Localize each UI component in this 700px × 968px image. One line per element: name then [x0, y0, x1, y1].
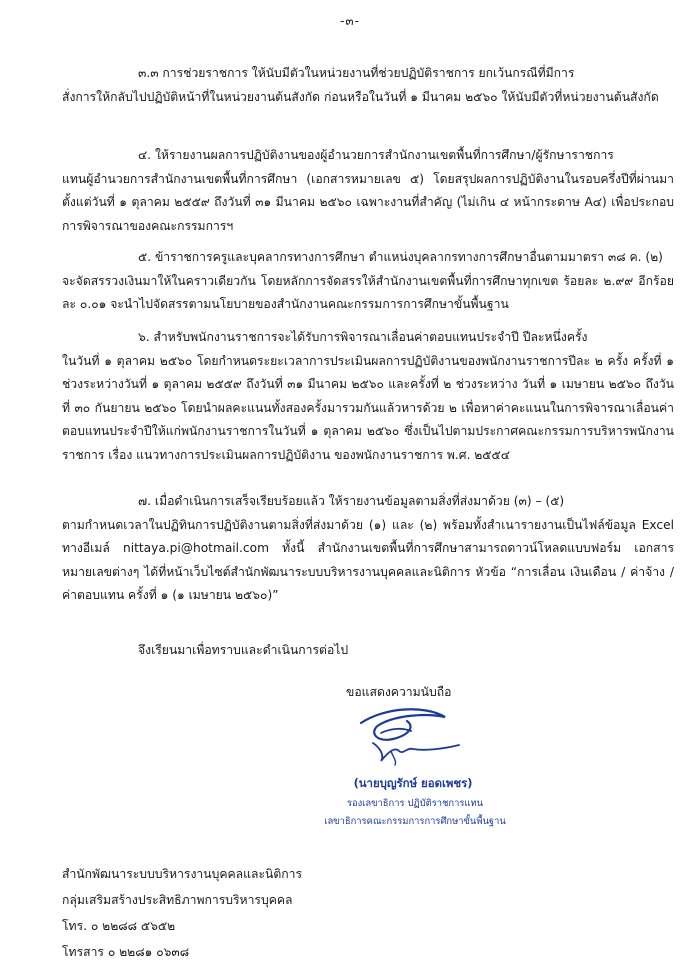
paragraph-7 [62, 490, 674, 608]
page-number: -๓- [340, 14, 360, 28]
closing-statement: จึงเรียนมาเพื่อทราบและดำเนินการต่อไป [138, 643, 349, 657]
signer-name: (นายบุญรักษ์ ยอดเพชร) [353, 776, 473, 790]
paragraph-5 [62, 246, 674, 317]
paragraph-4 [62, 144, 674, 238]
paragraph-first-line: ๖. สำหรับพนักงานราชการจะได้รับการพิจารณาเลื่อนค่าตอบแทนประจำปี ปีละหนึ่งครั้ง [138, 330, 588, 344]
paragraph-body: ในวันที่ ๑ ตุลาคม ๒๕๖๐ โดยกำหนดระยะเวลาการประเมินผลการปฏิบัติงานของพนักงานราชการปีละ ๒ ครั้ง ครั้งที่ ๑ ช่วงระหว่างวันที่ ๑ ตุลาคม ๒๕๕๙ ถึงวันที่ ๓๑ มีนาคม ๒๕๖๐ และครั้งที่ ๒ ช่วงระหว่าง วันที่ ๑ เมษายน ๒๕๖๐ ถึงวันที่ ๓๐ กันยายน ๒๕๖๐ โดยนำผลคะแนนทั้งสองครั้งมารวมกันแล้วหารด้วย ๒ เพื่อหาค่าคะแนนในการพิจารณาเลื่อนค่าตอบแทนประจำปีให้แก่พนักงานราชการในวันที่ ๑ ตุลาคม ๒๕๖๐ ซึ่งเป็นไปตามประกาศคณะกรรมการบริหารพนักงานราชการ เรื่อง แนวทางการประเมินผลการปฏิบัติงาน ของพนักงานราชการ พ.ศ. ๒๕๕๔ [62, 353, 674, 462]
paragraph-first-line: ๗. เมื่อดำเนินการเสร็จเรียบร้อยแล้ว ให้รายงานข้อมูลตามสิ่งที่ส่งมาด้วย (๓) – (๕) [138, 494, 565, 508]
paragraph-3-3 [62, 62, 674, 109]
paragraph-6 [62, 326, 674, 468]
signer-position-2: เลขาธิการคณะกรรมการการศึกษาขั้นพื้นฐาน [324, 816, 506, 827]
paragraph-body: ตามกำหนดเวลาในปฏิทินการปฏิบัติงานตามสิ่งที่ส่งมาด้วย (๑) และ (๒) พร้อมทั้งสำเนารายงานเป็นไฟล์ข้อมูล Excel ทางอีเมล์ nittaya.pi@hotmail.com ทั้งนี้ สำนักงานเขตพื้นที่การศึกษาสามารถดาวน์โหลดแบบฟอร์ม เอกสารหมายเลขต่างๆ ได้ที่หน้าเว็บไซต์สำนักพัฒนาระบบบริหารงานบุคคลและนิติการ หัวข้อ “การเลื่อน เงินเดือน / ค่าจ้าง / ค่าตอบแทน ครั้งที่ ๑ (๑ เมษายน ๒๕๖๐)” [62, 517, 674, 603]
paragraph-first-line: ๕. ข้าราชการครูและบุคลากรทางการศึกษา ตำแหน่งบุคลากรทางการศึกษาอื่นตามมาตรา ๓๘ ค. (๒) [138, 250, 663, 264]
paragraph-first-line: ๓.๓ การช่วยราชการ ให้นับมีตัวในหน่วยงานที่ช่วยปฏิบัติราชการ ยกเว้นกรณีที่มีการ [138, 66, 575, 80]
group-name: กลุ่มเสริมสร้างประสิทธิภาพการบริหารบุคคล [62, 893, 293, 907]
handwritten-signature [355, 703, 465, 769]
fax-number: โทรสาร ๐ ๒๒๘๑ ๐๖๓๘ [62, 945, 190, 959]
paragraph-body: จะจัดสรรวงเงินมาให้ในคราวเดียวกัน โดยหลักการจัดสรรให้สำนักงานเขตพื้นที่การศึกษาทุกเขต ร้อยละ ๒.๙๙ อีกร้อยละ ๐.๐๑ จะนำไปจัดสรรตามนโยบายของสำนักงานคณะกรรมการการศึกษาขั้นพื้นฐาน [62, 273, 674, 312]
paragraph-body: แทนผู้อำนวยการสำนักงานเขตพื้นที่การศึกษา (เอกสารหมายเลข ๕) โดยสรุปผลการปฏิบัติงานในรอบครึ่งปีที่ผ่านมา ตั้งแต่วันที่ ๑ ตุลาคม ๒๕๕๙ ถึงวันที่ ๓๑ มีนาคม ๒๕๖๐ เฉพาะงานที่สำคัญ (ไม่เกิน ๔ หน้ากระดาษ A๔) เพื่อประกอบการพิจารณาของคณะกรรมการฯ [62, 171, 674, 233]
contact-info [62, 861, 302, 965]
office-name: สำนักพัฒนาระบบบริหารงานบุคคลและนิติการ [62, 867, 303, 881]
paragraph-body: สั่งการให้กลับไปปฏิบัติหน้าที่ในหน่วยงานต้นสังกัด ก่อนหรือในวันที่ ๑ มีนาคม ๒๕๖๐ ให้นับมีตัวที่หน่วยงานต้นสังกัด [62, 89, 659, 104]
paragraph-first-line: ๔. ให้รายงานผลการปฏิบัติงานของผู้อำนวยการสำนักงานเขตพื้นที่การศึกษา/ผู้รักษาราชการ [138, 148, 614, 162]
regards-text: ขอแสดงความนับถือ [346, 685, 452, 699]
signer-position-1: รองเลขาธิการ ปฏิบัติราชการแทน [346, 798, 484, 809]
phone-number: โทร. ๐ ๒๒๘๘ ๕๖๕๒ [62, 919, 176, 933]
